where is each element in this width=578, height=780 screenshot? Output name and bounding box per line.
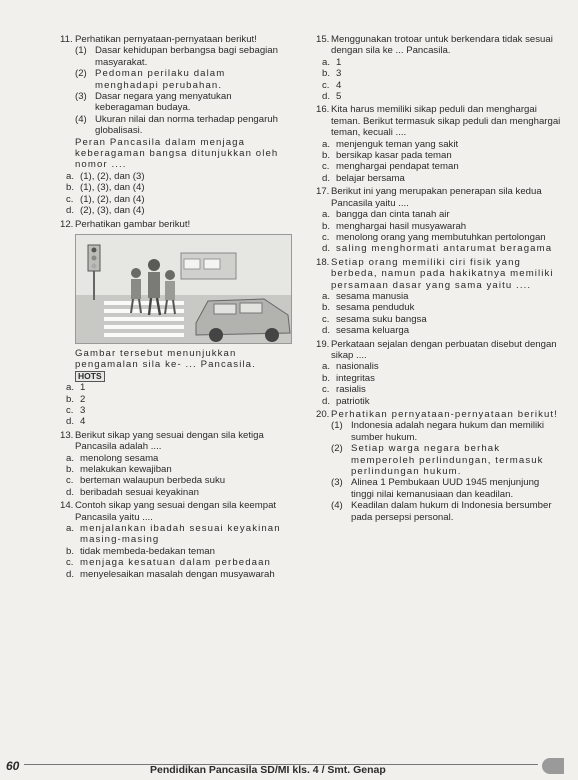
- answer-option-d[interactable]: d. belajar bersama: [322, 172, 405, 184]
- question-number: 12.: [60, 218, 74, 230]
- question-18: [316, 257, 564, 337]
- question-20: [316, 409, 564, 523]
- question-number: 18.: [316, 256, 330, 268]
- answer-options: [60, 453, 290, 499]
- page-footer: [0, 756, 578, 780]
- question-14: [60, 500, 290, 580]
- answer-options: [316, 57, 564, 103]
- question-number: 14.: [60, 500, 74, 512]
- question-stem-continued: Gambar tersebut menunjukkan pengamalan sila ke- ... Pancasila.: [75, 347, 256, 371]
- question-number: 17.: [316, 186, 330, 198]
- statement-item: (1) Dasar kehidupan berbangsa bagi sebagian masyarakat.: [75, 45, 278, 68]
- question-stem: Berikut sikap yang sesuai dengan sila ketiga Pancasila adalah ....: [75, 429, 264, 453]
- question-15: [316, 34, 564, 102]
- answer-option-d[interactable]: d. beribadah sesuai keyakinan: [66, 486, 199, 498]
- statement-item: (2) Setiap warga negara berhak memperoleh perlindungan, termasuk perlindungan hukum.: [331, 443, 544, 478]
- footer-decoration: [542, 758, 564, 774]
- question-11: [60, 34, 290, 217]
- answer-options: [316, 209, 564, 255]
- answer-options: [316, 139, 564, 185]
- answer-option-b[interactable]: b. melakukan kewajiban: [66, 463, 172, 475]
- question-stem-continued: Peran Pancasila dalam menjaga keberagaman bangsa ditunjukkan oleh nomor ....: [75, 136, 279, 171]
- answer-option-c[interactable]: c. 3: [66, 404, 86, 416]
- answer-option-c[interactable]: c. menolong orang yang membutuhkan pertolongan: [322, 231, 546, 243]
- answer-option-c[interactable]: c. rasialis: [322, 384, 366, 396]
- question-number: 20.: [316, 409, 330, 420]
- answer-option-b[interactable]: b. 2: [66, 393, 86, 405]
- answer-option-a[interactable]: a. bangga dan cinta tanah air: [322, 209, 450, 221]
- question-13: [60, 430, 290, 498]
- answer-option-a[interactable]: a. 1: [322, 56, 342, 68]
- answer-option-b[interactable]: b. bersikap kasar pada teman: [322, 150, 452, 162]
- answer-option-c[interactable]: c. menghargai pendapat teman: [322, 161, 459, 173]
- question-stem: Perhatikan pernyataan-pernyataan berikut!: [331, 409, 558, 420]
- answer-option-b[interactable]: b. sesama penduduk: [322, 302, 415, 314]
- answer-option-d[interactable]: d. 5: [322, 91, 342, 103]
- statement-item: (3) Dasar negara yang menyatukan keberagaman budaya.: [75, 91, 232, 114]
- left-column: [60, 34, 290, 582]
- answer-options: [316, 291, 564, 337]
- statement-list: [316, 420, 564, 523]
- question-stem: Berikut ini yang merupakan penerapan sila kedua Pancasila yaitu ....: [331, 186, 542, 209]
- question-12: [60, 219, 290, 428]
- hots-badge: HOTS: [75, 371, 105, 382]
- answer-options: [60, 523, 290, 580]
- question-16: [316, 104, 564, 184]
- question-stem: Menggunakan trotoar untuk berkendara tidak sesuai dengan sila ke ... Pancasila.: [331, 34, 553, 57]
- answer-option-c[interactable]: c. sesama suku bangsa: [322, 313, 427, 325]
- question-number: 11.: [60, 34, 73, 45]
- answer-option-a[interactable]: a. menjenguk teman yang sakit: [322, 138, 459, 150]
- page-number: 60: [6, 759, 20, 773]
- question-number: 19.: [316, 338, 330, 350]
- answer-option-d[interactable]: d. patriotik: [322, 395, 370, 407]
- answer-options: [316, 361, 564, 407]
- answer-option-b[interactable]: b. integritas: [322, 372, 375, 384]
- statement-list: [60, 45, 290, 136]
- question-19: [316, 339, 564, 407]
- answer-option-d[interactable]: d. sesama keluarga: [322, 325, 410, 337]
- right-column: [316, 34, 564, 525]
- book-title: Pendidikan Pancasila SD/MI kls. 4 / Smt. Genap: [150, 764, 386, 776]
- statement-item: (2) Pedoman perilaku dalam menghadapi perubahan.: [75, 68, 226, 91]
- question-stem: Perkataan sejalan dengan perbuatan disebut dengan sikap ....: [331, 338, 557, 361]
- answer-option-a[interactable]: a. sesama manusia: [322, 290, 409, 302]
- illustration-image: [76, 235, 291, 343]
- question-number: 16.: [316, 104, 330, 116]
- question-stem: Contoh sikap yang sesuai dengan sila keempat Pancasila yaitu ....: [75, 500, 277, 523]
- answer-option-d[interactable]: d. saling menghormati antarumat beragama: [322, 243, 553, 255]
- answer-option-d[interactable]: d. 4: [66, 416, 86, 428]
- answer-option-c[interactable]: c. berteman walaupun berbeda suku: [66, 475, 226, 487]
- zebra-crossing-illustration: [75, 234, 292, 344]
- question-stem: Perhatikan gambar berikut!: [75, 218, 191, 230]
- question-number: 15.: [316, 34, 330, 45]
- answer-option-c[interactable]: c. 4: [322, 79, 342, 91]
- answer-options: [60, 382, 290, 428]
- statement-item: (1) Indonesia adalah negara hukum dan memiliki sumber hukum.: [331, 420, 545, 443]
- answer-option-a[interactable]: a. (1), (2), dan (3): [66, 170, 145, 182]
- answer-options: [60, 171, 290, 217]
- answer-option-a[interactable]: a. nasionalis: [322, 361, 379, 373]
- statement-item: (4) Ukuran nilai dan norma terhadap pengaruh globalisasi.: [75, 113, 278, 137]
- question-stem: Perhatikan pernyataan-pernyataan berikut!: [75, 34, 257, 45]
- answer-option-d[interactable]: d. menyelesaikan masalah dengan musyawarah: [66, 568, 275, 580]
- question-stem: Kita harus memiliki sikap peduli dan menghargai teman. Berikut termasuk sikap peduli dan menghargai teman, kecuali ....: [331, 104, 561, 139]
- answer-option-b[interactable]: b. (1), (3), dan (4): [66, 182, 145, 194]
- answer-option-a[interactable]: a. menjalankan ibadah sesuai keyakinan masing-masing: [66, 523, 281, 546]
- answer-option-b[interactable]: b. menghargai hasil musyawarah: [322, 220, 467, 232]
- answer-option-c[interactable]: c. menjaga kesatuan dalam perbedaan: [66, 557, 271, 569]
- answer-option-a[interactable]: a. menolong sesama: [66, 452, 159, 464]
- answer-option-b[interactable]: b. tidak membeda-bedakan teman: [66, 545, 215, 557]
- statement-item: (4) Keadilan dalam hukum di Indonesia bersumber pada persepsi personal.: [331, 500, 552, 523]
- question-number: 13.: [60, 429, 74, 441]
- question-17: [316, 186, 564, 254]
- answer-option-b[interactable]: b. 3: [322, 68, 342, 80]
- answer-option-d[interactable]: d. (2), (3), dan (4): [66, 205, 145, 217]
- question-stem: Setiap orang memiliki ciri fisik yang berbeda, namun pada hakikatnya memiliki persamaan dasar yang sama yaitu ....: [331, 256, 554, 291]
- answer-option-a[interactable]: a. 1: [66, 382, 86, 394]
- answer-option-c[interactable]: c. (1), (2), dan (4): [66, 193, 145, 205]
- statement-item: (3) Alinea 1 Pembukaan UUD 1945 menjunjung tinggi nilai kemanusiaan dan keadilan.: [331, 477, 540, 500]
